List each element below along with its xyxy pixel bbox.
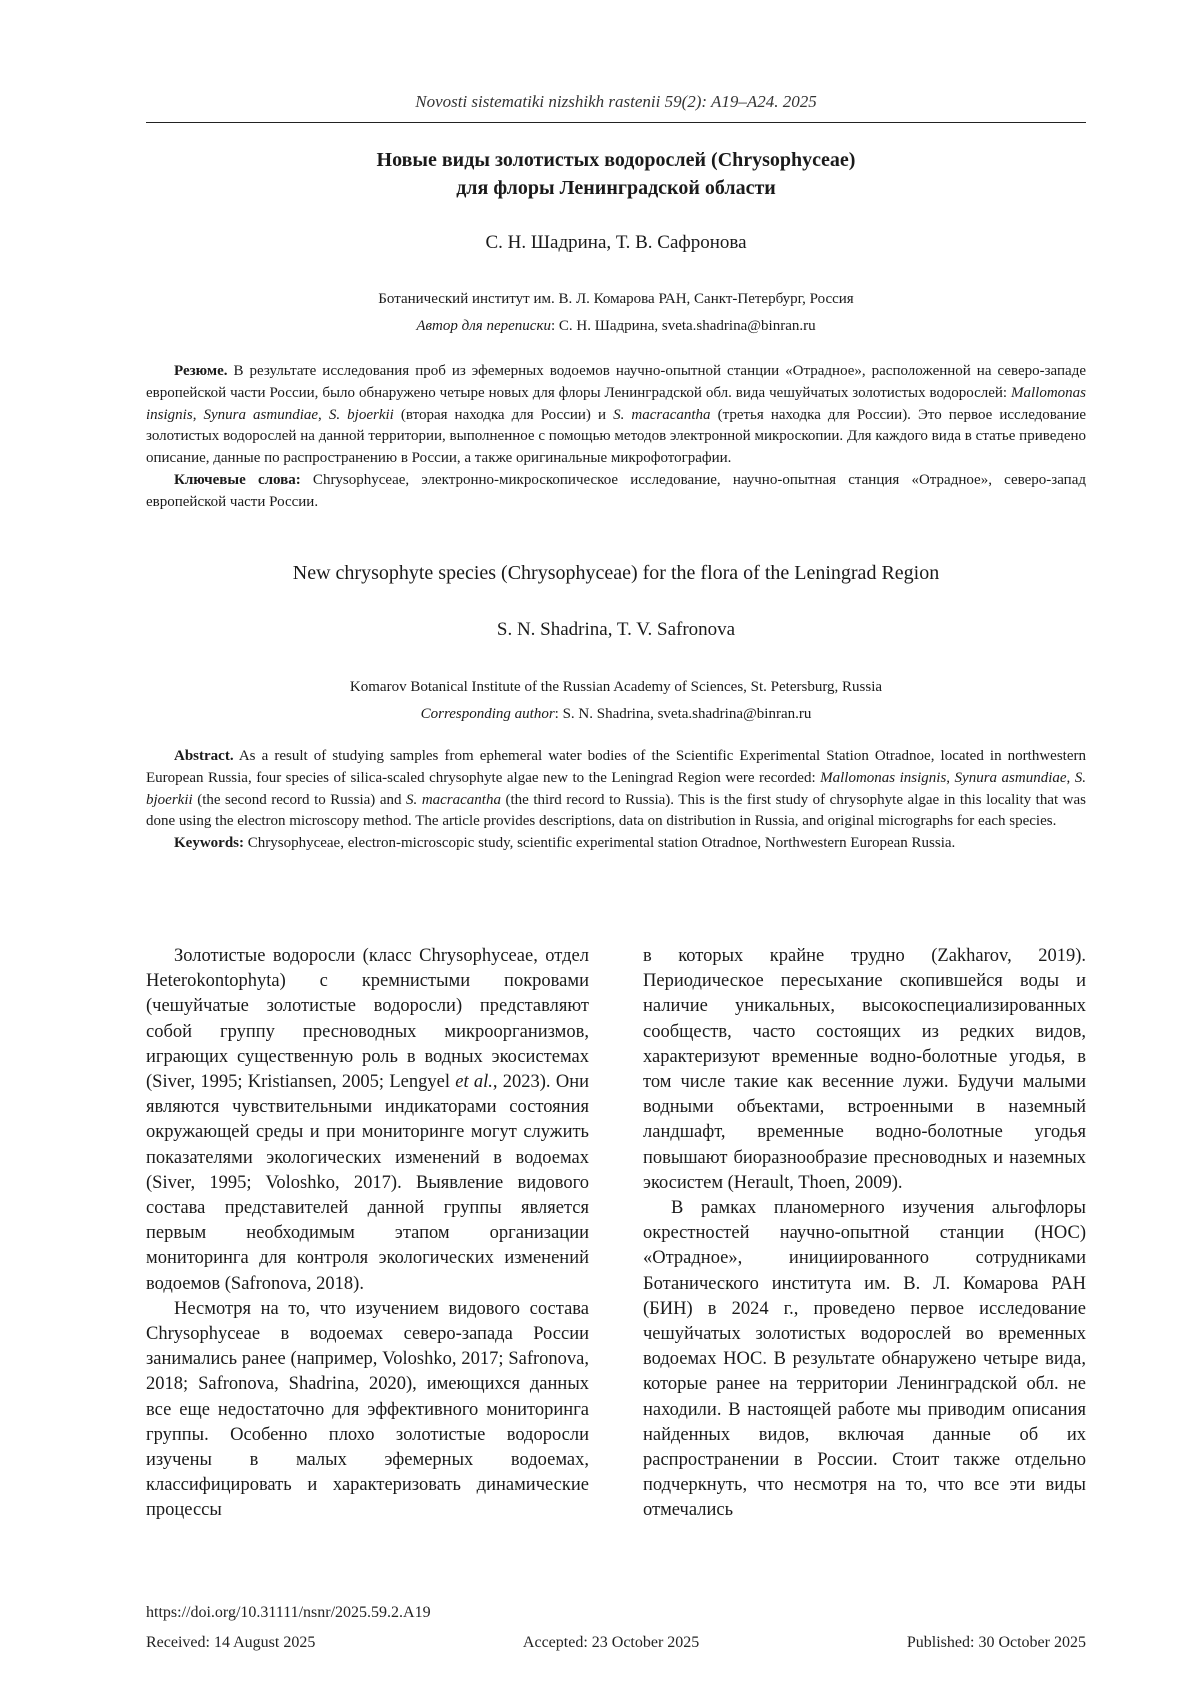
separator: , (946, 769, 955, 786)
species-name: Synura asmundiae (203, 406, 319, 423)
russian-corr-label: Автор для переписки (416, 318, 551, 334)
english-abstract-text-2: (the second record to Russia) and (192, 791, 407, 808)
separator: , (192, 406, 204, 423)
russian-affiliation: Ботанический институт им. В. Л. Комарова РАН, Санкт-Петербург, Россия (378, 291, 854, 307)
russian-summary-paragraph (146, 361, 1086, 470)
species-name: S. bjoerkii (328, 406, 394, 423)
species-name: S. macracantha (406, 791, 501, 808)
et-al: et al. (455, 1072, 493, 1093)
english-affiliation: Komarov Botanical Institute of the Russian Academy of Sciences, St. Petersburg, Russia (349, 679, 883, 695)
russian-summary-text-2: (вторая находка для России) и (393, 406, 614, 423)
english-abstract-label: Abstract. (174, 748, 234, 764)
russian-summary-label: Резюме. (174, 363, 228, 379)
species-name: Synura asmundiae (954, 769, 1067, 786)
russian-corr-value: : С. Н. Шадрина, sveta.shadrina@binran.ru (550, 318, 816, 334)
species-name: S. macracantha (613, 406, 711, 423)
separator: , (318, 406, 329, 423)
russian-keywords-text: Chrysophyceae, электронно-микроскопическое исследование, научно-опытная станция «Отрадное», северо-запад европейской части России. (146, 471, 1086, 510)
received-date: Received: 14 August 2025 (146, 1634, 316, 1651)
body-text: , 2023). Они являются чувствительными индикаторами состояния окружающей среды и при мониторинге могут служить показателями экологических изменений в водоемах (Siver, 1995; Voloshko, 2017). Выявление видового состава представителей данной группы является первым необходимым этапом организации мониторинга для контроля экологических изменений водоемов (Safronova, 2018). (146, 1072, 589, 1294)
body-column-right (643, 944, 1086, 1524)
species-name: S. bjoerkii (146, 769, 1087, 808)
published-date: Published: 30 October 2025 (906, 1634, 1086, 1651)
english-title: New chrysophyte species (Chrysophyceae) for the flora of the Leningrad Region (292, 562, 940, 584)
english-abstract-paragraph (146, 746, 1086, 833)
english-abstract-text-1: As a result of studying samples from ephemeral water bodies of the Scientific Experimental Station Otradnoe, located in northwestern European Russia, four species of silica-scaled chrysophyte algae new to the Leningrad Region were recorded: (146, 748, 1086, 786)
russian-summary-text-1: В результате исследования проб из эфемерных водоемов научно-опытной станции «Отрадное», расположенной на северо-западе европейской части России, было обнаружено четыре новых для флоры Ленинградской обл. вида чешуйчатых золотистых водорослей: (146, 363, 1086, 401)
header-rule (146, 122, 1086, 123)
body-paragraph: В рамках планомерного изучения альгофлоры окрестностей научно-опытной станции (НОС) «Отрадное», инициированного сотрудниками Ботанического института им. В. Л. Комарова РАН (БИН) в 2024 г., проведено первое исследование чешуйчатых золотистых водорослей во временных водоемах НОС. В результате обнаружено четыре вида, которые ранее на территории Ленинградской обл. не находили. В настоящей работе мы приводим описания найденных видов, включая данные об их распространении в России. Стоит также отдельно подчеркнуть, что несмотря на то, что все эти виды отмечались (643, 1198, 1086, 1521)
body-paragraph: Несмотря на то, что изучением видового состава Chrysophyceae в водоемах северо-запада России занимались ранее (например, Voloshko, 2017; Safronova, 2018; Safronova, Shadrina, 2020), имеющихся данных все еще недостаточно для эффективного мониторинга группы. Особенно плохо золотистые водоросли изучены в малых эфемерных водоемах, классифицировать и характеризовать динамические процессы (146, 1298, 589, 1521)
english-abstract (146, 746, 1086, 855)
russian-title-line-1: Новые виды золотистых водорослей (Chrysophyceae) (376, 149, 856, 171)
russian-keywords-label: Ключевые слова: (174, 471, 301, 488)
russian-authors: С. Н. Шадрина, Т. В. Сафронова (485, 232, 747, 253)
russian-abstract (146, 361, 1086, 514)
english-keywords-paragraph (146, 833, 1086, 855)
accepted-date: Accepted: 23 October 2025 (522, 1634, 700, 1651)
russian-summary-text-3: (третья находка для России). Это первое исследование золотистых водорослей на данной территории, выполненное с помощью методов электронной микроскопии. Для каждого вида в статье приведено описание, данные по распространению в России, а также оригинальные микрофотографии. (146, 406, 1087, 467)
english-corresponding-author (146, 701, 1086, 728)
species-name: Mallomonas insignis (146, 384, 1086, 423)
article-dates (146, 1634, 1086, 1652)
russian-keywords-paragraph (146, 470, 1086, 514)
doi-link[interactable]: https://doi.org/10.31111/nsnr/2025.59.2.A19 (146, 1604, 431, 1621)
russian-title (146, 146, 1086, 202)
english-keywords-text: Chrysophyceae, electron-microscopic study, scientific experimental station Otradnoe, Northwestern European Russia. (244, 835, 956, 852)
body-text: Золотистые водоросли (класс Chrysophyceae, отдел Heterokontophyta) с кремнистыми покровами (чешуйчатые золотистые водоросли) представляют собой группу пресноводных микроорганизмов, играющих существенную роль в водных экосистемах (Siver, 1995; Kristiansen, 2005; Lengyel (146, 946, 589, 1093)
english-affiliation-block (146, 674, 1086, 728)
body-paragraph (146, 944, 589, 1297)
russian-title-line-2: для флоры Ленинградской области (456, 177, 776, 199)
body-column-left (146, 944, 589, 1524)
russian-corresponding-author (146, 313, 1086, 340)
english-corr-label: Corresponding author (420, 706, 555, 722)
english-abstract-text-3: (the third record to Russia). This is the first study of chrysophyte algae in this locality that was done using the electron microscopy method. The article provides descriptions, data on distribution in Russia, and original micrographs for each species. (146, 791, 1087, 830)
species-name: Mallomonas insignis (820, 769, 947, 786)
english-keywords-label: Keywords: (174, 835, 244, 852)
english-corr-value: : S. N. Shadrina, sveta.shadrina@binran.ru (554, 706, 812, 722)
separator: , (1066, 769, 1075, 786)
english-authors: S. N. Shadrina, T. V. Safronova (496, 619, 736, 640)
russian-affiliation-block (146, 286, 1086, 340)
body-paragraph: в которых крайне трудно (Zakharov, 2019). Периодическое пересыхание скопившейся воды и наличие уникальных, высокоспециализированных сообществ, часто состоящих из редких видов, характеризуют временные водно-болотные угодья, в том числе такие как весенние лужи. Будучи малыми водными объектами, встроенными в наземный ландшафт, временные водно-болотные угодья повышают биоразнообразие пресноводных и наземных экосистем (Herault, Thoen, 2009). (643, 946, 1086, 1193)
journal-citation: Novosti sistematiki nizshikh rastenii 59(2): A19–A24. 2025 (415, 92, 817, 111)
